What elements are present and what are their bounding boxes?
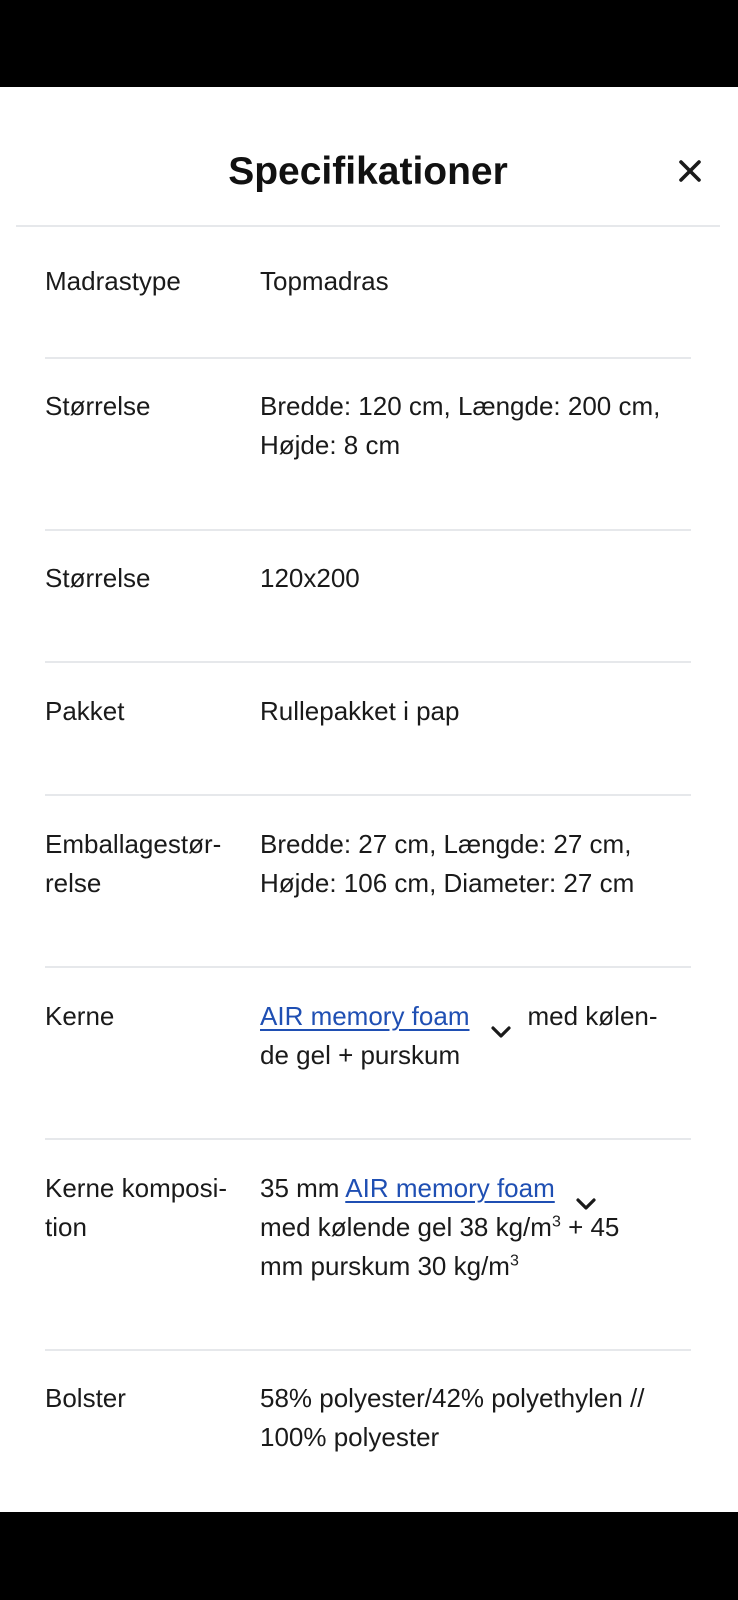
- sheet-title: Specifikationer: [228, 150, 508, 193]
- close-icon[interactable]: [674, 155, 706, 187]
- spec-row-stoerrelse-dimensioner: [45, 359, 691, 531]
- spec-row-emballagestoerrelse: [45, 796, 691, 968]
- air-memory-foam-link[interactable]: AIR memory foam: [345, 1173, 555, 1203]
- spec-value-line: [260, 1208, 700, 1247]
- spec-row-stoerrelse: [45, 531, 691, 663]
- spec-value: [260, 1379, 700, 1457]
- spec-value-line: Bredde: 120 cm, Længde: 200 cm,: [260, 391, 661, 421]
- spec-label: Størrelse: [45, 391, 151, 421]
- spec-label: [45, 825, 245, 903]
- spec-value: Rullepakket i pap: [260, 696, 460, 726]
- spec-value: [260, 825, 700, 903]
- spec-label-line: relse: [45, 868, 102, 898]
- spec-value-line: [260, 997, 700, 1036]
- spec-value: [260, 1169, 700, 1286]
- spec-value-line: [260, 1247, 700, 1286]
- spec-value-text: med kølende gel 38 kg/m: [260, 1212, 552, 1242]
- spec-row-bolster: [45, 1351, 691, 1510]
- spec-value: [260, 387, 700, 465]
- spec-label-line: Kerne komposi-: [45, 1173, 228, 1203]
- air-memory-foam-link[interactable]: AIR memory foam: [260, 1001, 470, 1031]
- status-bar: [0, 0, 738, 87]
- spec-value-text: med kølen-: [527, 1001, 658, 1031]
- spec-value-line: 58% polyester/42% polyethylen //: [260, 1383, 645, 1413]
- spec-value: 120x200: [260, 563, 360, 593]
- spec-value-text: mm purskum 30 kg/m: [260, 1251, 510, 1281]
- spec-value-line: de gel + purskum: [260, 1040, 461, 1070]
- sheet-header: [16, 87, 720, 227]
- spec-value-line: Bredde: 27 cm, Længde: 27 cm,: [260, 829, 632, 859]
- spec-value-line: 100% polyester: [260, 1422, 440, 1452]
- chevron-down-icon[interactable]: [490, 1011, 512, 1025]
- spec-row-madrastype: [45, 225, 691, 359]
- specifications-sheet: [0, 87, 738, 1512]
- spec-label: Madrastype: [45, 266, 181, 296]
- spec-row-kerne-komposition: [45, 1140, 691, 1351]
- spec-value-line: [260, 1169, 700, 1208]
- spec-row-kerne: [45, 968, 691, 1140]
- spec-label: [45, 1169, 245, 1247]
- spec-value: Topmadras: [260, 266, 389, 296]
- spec-value-line: Højde: 8 cm: [260, 430, 401, 460]
- spec-value-text: 35 mm: [260, 1173, 340, 1203]
- spec-label: Pakket: [45, 696, 125, 726]
- spec-value-text: + 45: [560, 1212, 620, 1242]
- spec-label-line: tion: [45, 1212, 87, 1242]
- spec-label-line: Emballagestør-: [45, 829, 222, 859]
- chevron-down-icon[interactable]: [575, 1183, 597, 1197]
- spec-row-pakket: [45, 663, 691, 796]
- superscript: 3: [509, 1252, 519, 1270]
- spec-label: Kerne: [45, 1001, 115, 1031]
- spec-label: Størrelse: [45, 563, 151, 593]
- navigation-bar: [0, 1512, 738, 1600]
- spec-label: Bolster: [45, 1383, 126, 1413]
- spec-value: [260, 997, 700, 1075]
- spec-value-line: Højde: 106 cm, Diameter: 27 cm: [260, 868, 635, 898]
- superscript: 3: [551, 1213, 561, 1231]
